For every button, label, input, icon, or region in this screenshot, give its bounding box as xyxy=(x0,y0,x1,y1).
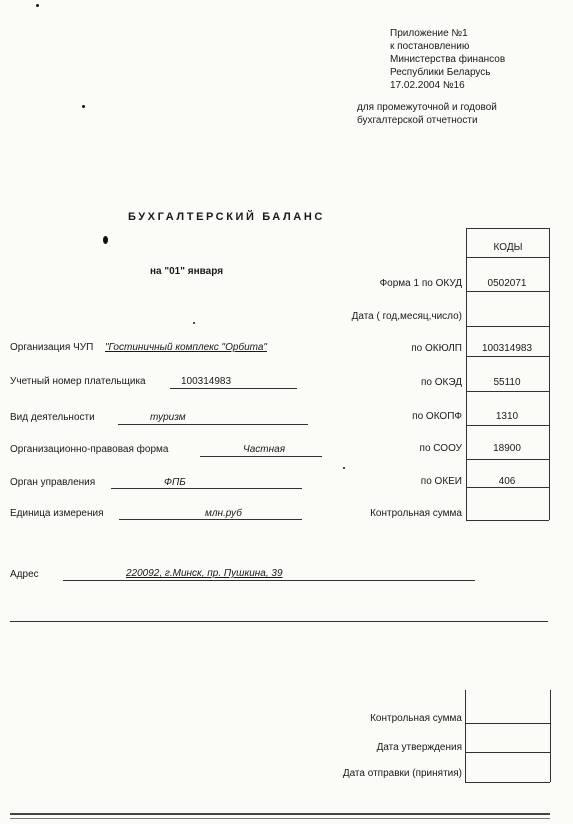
code-label-okyulp: по ОКЮЛП xyxy=(411,343,462,354)
code-label-okud: Форма 1 по ОКУД xyxy=(379,278,462,289)
document-title: БУХГАЛТЕРСКИЙ БАЛАНС xyxy=(128,211,325,223)
codes-header: КОДЫ xyxy=(493,242,523,253)
appendix-line: Приложение №1 xyxy=(390,28,468,39)
appendix-reference xyxy=(390,27,505,92)
unit-underline xyxy=(119,519,302,520)
scan-speck xyxy=(36,4,39,7)
footer-send-date-label: Дата отправки (принятия) xyxy=(342,768,462,779)
balance-date: на "01" января xyxy=(150,266,224,277)
purpose-line: бухгалтерской отчетности xyxy=(357,115,478,126)
code-value-okud[interactable]: 0502071 xyxy=(487,278,527,289)
codes-divider xyxy=(466,391,549,392)
scan-speck xyxy=(343,467,345,469)
code-label-checksum: Контрольная сумма xyxy=(370,508,462,519)
taxpayer-number-label: Учетный номер плательщика xyxy=(10,376,146,387)
code-label-date: Дата ( год,месяц,число) xyxy=(351,311,462,322)
appendix-line: Министерства финансов xyxy=(390,54,506,65)
codes-divider xyxy=(466,356,549,357)
unit-value[interactable]: млн.руб xyxy=(205,508,242,519)
approval-codes-box xyxy=(465,690,551,782)
unit-label: Единица измерения xyxy=(10,508,104,519)
address-value[interactable]: 220092, г.Минск, пр. Пушкина, 39 xyxy=(126,568,283,579)
footer-checksum-label: Контрольная сумма xyxy=(370,713,462,724)
approval-divider xyxy=(465,723,550,724)
address-label: Адрес xyxy=(10,569,39,580)
page-bottom-rule xyxy=(10,813,550,815)
appendix-line: к постановлению xyxy=(390,41,470,52)
scan-speck xyxy=(103,236,108,244)
purpose-line: для промежуточной и годовой xyxy=(357,102,497,113)
legal-form-label: Организационно-правовая форма xyxy=(10,444,169,455)
address-underline xyxy=(63,580,475,581)
management-body-value[interactable]: ФПБ xyxy=(164,477,186,488)
reporting-purpose xyxy=(357,101,497,127)
legal-form-value[interactable]: Частная xyxy=(243,444,286,455)
legal-form-underline xyxy=(200,456,322,457)
organization-label: Организация ЧУП xyxy=(10,342,94,353)
code-value-oked[interactable]: 55110 xyxy=(493,377,521,388)
activity-underline xyxy=(118,424,308,425)
code-label-oked: по ОКЭД xyxy=(421,377,462,388)
appendix-line: Республики Беларусь xyxy=(390,67,491,78)
codes-divider xyxy=(466,425,549,426)
taxpayer-number-value[interactable]: 100314983 xyxy=(181,376,232,387)
code-value-okei[interactable]: 406 xyxy=(498,476,516,487)
organization-value[interactable]: "Гостиничный комплекс "Орбита" xyxy=(105,342,267,353)
codes-divider xyxy=(466,487,549,488)
code-value-soou[interactable]: 18900 xyxy=(493,443,521,454)
footer-approval-date-label: Дата утверждения xyxy=(376,742,462,753)
activity-value[interactable]: туризм xyxy=(150,412,186,423)
appendix-line: 17.02.2004 №16 xyxy=(390,80,465,91)
code-label-okei: по ОКЕИ xyxy=(420,476,462,487)
address-second-line xyxy=(10,621,548,622)
scan-speck xyxy=(193,322,195,324)
codes-divider xyxy=(466,459,549,460)
codes-top-border xyxy=(466,228,550,229)
page-bottom-rule xyxy=(10,818,550,819)
activity-label: Вид деятельности xyxy=(10,412,95,423)
code-label-soou: по СООУ xyxy=(419,443,462,454)
code-label-okopf: по ОКОПФ xyxy=(412,411,462,422)
codes-divider xyxy=(466,326,549,327)
approval-divider xyxy=(465,782,550,783)
scan-speck xyxy=(82,105,85,108)
management-body-underline xyxy=(111,488,302,489)
code-value-okopf[interactable]: 1310 xyxy=(495,411,519,422)
management-body-label: Орган управления xyxy=(10,477,96,488)
approval-divider xyxy=(465,752,550,753)
taxpayer-number-underline xyxy=(170,388,297,389)
code-value-okyulp[interactable]: 100314983 xyxy=(481,343,533,354)
codes-divider xyxy=(466,291,549,292)
codes-divider xyxy=(466,257,549,258)
codes-divider xyxy=(466,520,549,521)
